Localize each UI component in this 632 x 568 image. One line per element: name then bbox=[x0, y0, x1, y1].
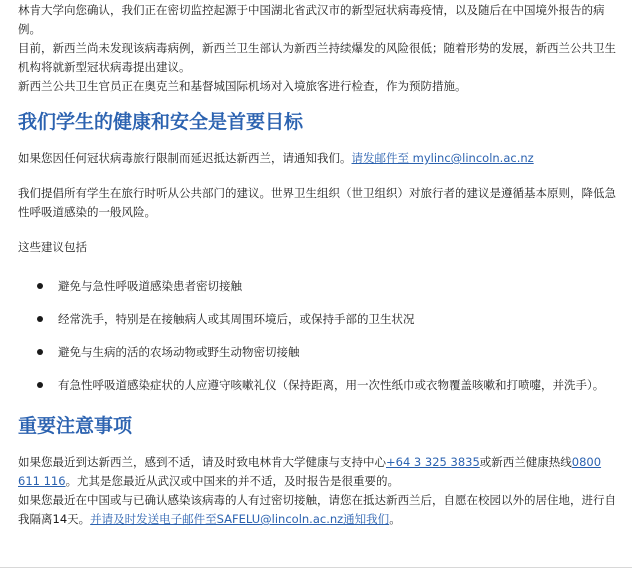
notes-text: 如果您最近到达新西兰，感到不适，请及时致电林肯大学健康与支持中心 bbox=[18, 455, 386, 469]
healthline-phone-link[interactable]: 0800 611 116 bbox=[18, 455, 602, 488]
bullet-icon bbox=[37, 283, 43, 289]
list-item-text: 避免与急性呼吸道感染患者密切接触 bbox=[58, 279, 242, 293]
section-heading-important-notes: 重要注意事项 bbox=[18, 415, 133, 437]
notes-paragraph-2 bbox=[0, 491, 632, 529]
list-item bbox=[0, 276, 632, 296]
intro-paragraph-2: 目前，新西兰尚未发现该病毒病例，新西兰卫生部认为新西兰持续爆发的风险很低；随着形势的发展，新西兰公共卫生机构将就新型冠状病毒提出建议。 bbox=[18, 41, 616, 74]
contact-email-link[interactable]: 请发邮件至 mylinc@lincoln.ac.nz bbox=[351, 151, 534, 165]
notes-text: 。 bbox=[389, 512, 401, 526]
intro-paragraph-3: 新西兰公共卫生官员正在奥克兰和基督城国际机场对入境旅客进行检查，作为预防措施。 bbox=[18, 79, 467, 93]
notes-text: 如果您最近在中国或与已确认感染该病毒的人有过密切接触，请您在抵达新西兰后，自愿在校园以外的居住地，进行自我隔离14天。 bbox=[18, 493, 616, 526]
section-heading-health-safety: 我们学生的健康和安全是首要目标 bbox=[18, 111, 304, 133]
notes-text: 或新西兰健康热线 bbox=[479, 455, 572, 469]
safelu-email-link[interactable]: 并请及时发送电子邮件至SAFELU@lincoln.ac.nz通知我们 bbox=[90, 512, 390, 526]
contact-paragraph bbox=[0, 149, 632, 168]
bullet-icon bbox=[37, 316, 43, 322]
list-item-text: 有急性呼吸道感染症状的人应遵守咳嗽礼仪（保持距离，用一次性纸巾或衣物覆盖咳嗽和打喷嚏，并洗手）。 bbox=[58, 378, 605, 392]
bullet-icon bbox=[37, 382, 43, 388]
list-item-text: 避免与生病的活的农场动物或野生动物密切接触 bbox=[58, 345, 300, 359]
advice-list bbox=[0, 276, 632, 395]
list-item bbox=[0, 375, 632, 395]
contact-text: 如果您因任何冠状病毒旅行限制而延迟抵达新西兰，请通知我们。 bbox=[18, 151, 352, 165]
list-intro: 这些建议包括 bbox=[18, 240, 87, 254]
notes-paragraph-1 bbox=[0, 453, 632, 491]
health-centre-phone-link[interactable]: +64 3 325 3835 bbox=[386, 455, 480, 469]
intro-paragraph-1: 林肯大学向您确认，我们正在密切监控起源于中国湖北省武汉市的新型冠状病毒疫情，以及随后在中国境外报告的病例。 bbox=[18, 3, 605, 36]
list-item bbox=[0, 342, 632, 362]
advice-paragraph: 我们提倡所有学生在旅行时听从公共部门的建议。世界卫生组织（世卫组织）对旅行者的建议是遵循基本原则，降低急性呼吸道感染的一般风险。 bbox=[18, 186, 616, 219]
list-item bbox=[0, 309, 632, 329]
notes-text: 。尤其是您最近从武汉或中国来的并不适，及时报告是很重要的。 bbox=[65, 474, 400, 488]
list-item-text: 经常洗手，特别是在接触病人或其周围环境后，或保持手部的卫生状况 bbox=[58, 312, 415, 326]
bullet-icon bbox=[37, 349, 43, 355]
